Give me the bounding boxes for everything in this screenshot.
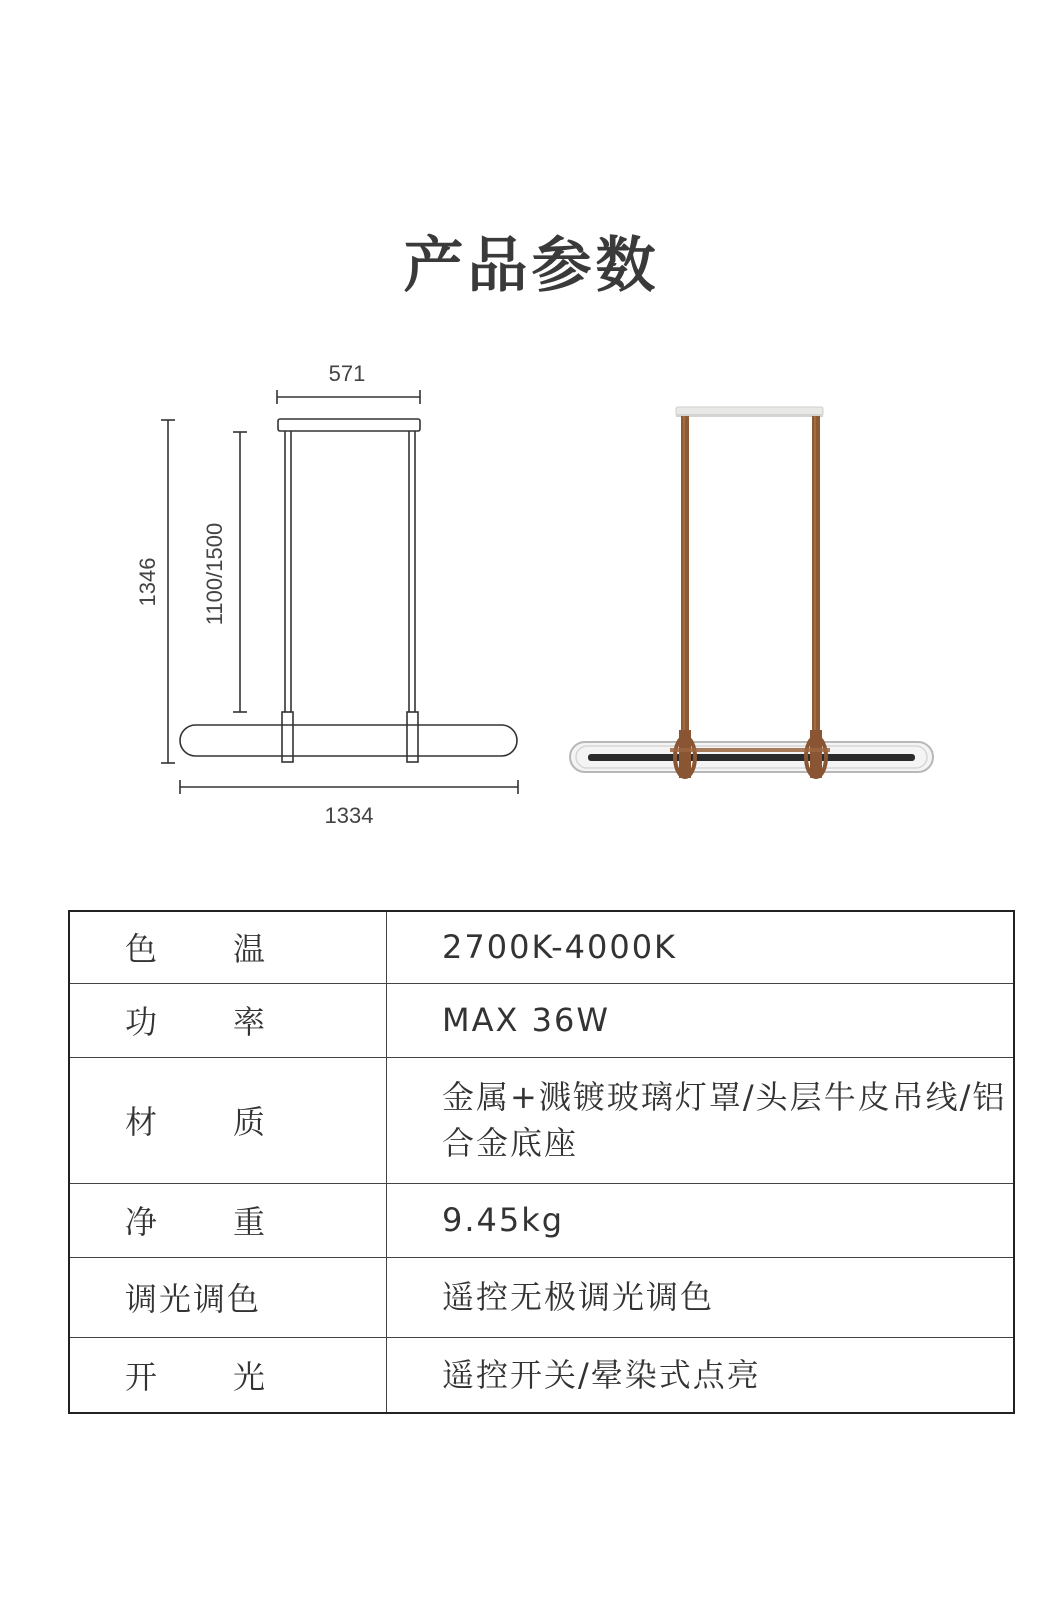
spec-value: 2700K-4000K (387, 911, 1015, 983)
product-render (570, 407, 933, 778)
spec-value: 9.45kg (387, 1183, 1015, 1257)
spec-value-text: 金属+溅镀玻璃灯罩/头层牛皮吊线/铝合金底座 (442, 1078, 1007, 1162)
spec-label-a: 调光调色 (125, 1280, 262, 1318)
table-row (69, 1183, 1014, 1257)
spec-label (69, 1183, 387, 1257)
dim-total-width: 1334 (324, 803, 374, 828)
product-drawings (0, 330, 1063, 850)
spec-label (69, 983, 387, 1057)
spec-value: 遥控开关/晕染式点亮 (387, 1337, 1015, 1413)
spec-label (69, 1337, 387, 1413)
spec-label-b: 重 (232, 1203, 267, 1241)
spec-label-b: 光 (232, 1357, 267, 1396)
spec-label-a: 色 (125, 930, 160, 969)
spec-value: 遥控无极调光调色 (387, 1257, 1015, 1337)
spec-label-a: 材 (125, 1103, 160, 1141)
spec-value: MAX 36W (387, 983, 1015, 1057)
spec-label-a: 净 (125, 1203, 160, 1241)
dim-cable-length: 1100/1500 (202, 522, 227, 626)
dim-top-width: 571 (328, 361, 366, 386)
table-row (69, 1057, 1014, 1183)
table-row (69, 911, 1014, 983)
spec-table (68, 910, 1015, 1414)
table-row (69, 983, 1014, 1057)
spec-label-b: 温 (232, 930, 267, 969)
dim-total-height: 1346 (135, 557, 160, 607)
table-row (69, 1337, 1014, 1413)
spec-label (69, 911, 387, 983)
spec-label-b: 质 (232, 1103, 267, 1141)
spec-label-a: 开 (125, 1357, 160, 1396)
spec-label (69, 1057, 387, 1183)
page-title: 产品参数 (403, 231, 660, 301)
spec-value (387, 1057, 1015, 1183)
spec-label-b: 率 (232, 1003, 267, 1041)
spec-label-a: 功 (125, 1003, 160, 1041)
table-row (69, 1257, 1014, 1337)
spec-label (69, 1257, 387, 1337)
